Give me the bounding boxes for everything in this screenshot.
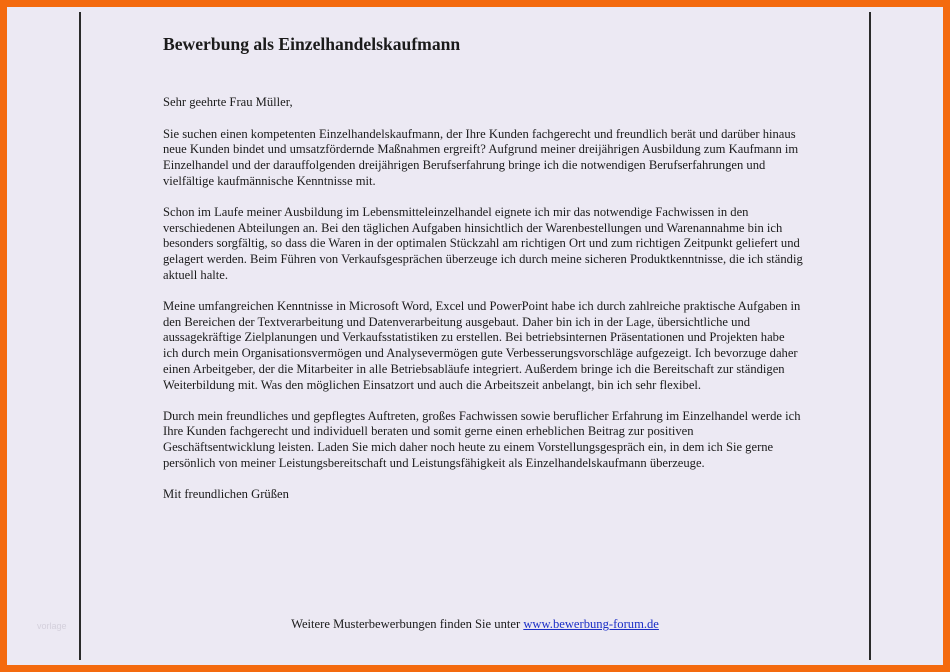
closing: Mit freundlichen Grüßen (163, 487, 289, 502)
paragraph-intro: Sie suchen einen kompetenten Einzelhandelskaufmann, der Ihre Kunden fachgerecht und freundlich berät und darüber hinaus neue Kunden bindet und umsatzfördernde Maßnahmen ergreift? Aufgrund meiner dreijährigen Ausbildung zum Kaufmann im Einzelhandel und der darauffolgenden dreijährigen Berufserfahrung bringe ich die notwendigen Berufserfahrungen und vielfältige kaufmännische Kenntnisse mit. (163, 126, 799, 188)
footer (7, 617, 943, 632)
page-title: Bewerbung als Einzelhandelskaufmann (163, 34, 461, 54)
paragraph-skills: Meine umfangreichen Kenntnisse in Microsoft Word, Excel und PowerPoint habe ich durch zahlreiche praktische Aufgaben in den Bereichen der Textverarbeitung und Datenverarbeitung ausgebaut. Daher bin ich in der Lage, übersichtliche und aussagekräftige Zielplanungen und Verkaufsstatistiken zu erstellen. Bei betriebsinternen Präsentationen und Projekten habe ich durch mein Organisationsvermögen und Analysevermögen gute Verbesserungsvorschläge aufgezeigt. Ich bevorzuge daher einen Arbeitgeber, der die Mitarbeiter in alle Betriebsabläufe integriert. Außerdem bringe ich die Bereitschaft zur ständigen Weiterbildung mit. Was den möglichen Einsatzort und auch die Arbeitszeit anbelangt, bin ich sehr flexibel. (163, 299, 801, 392)
right-margin-rule (869, 12, 871, 660)
letter-body (163, 33, 803, 503)
paragraph-conclusion: Durch mein freundliches und gepflegtes Auftreten, großes Fachwissen sowie beruflicher Erfahrung im Einzelhandel werde ich Ihre Kunden fachgerecht und individuell beraten und somit gerne einen erheblichen Beitrag zur positiven Geschäftsentwicklung leisten. Laden Sie mich daher noch heute zu einem Vorstellungsgespräch ein, in dem ich Sie gerne persönlich von meiner Leistungsbereitschaft und Leistungsfähigkeit als Einzelhandelskaufmann überzeuge. (163, 408, 801, 470)
footer-link[interactable]: www.bewerbung-forum.de (523, 617, 659, 631)
salutation: Sehr geehrte Frau Müller, (163, 95, 293, 109)
footer-text: Weitere Musterbewerbungen finden Sie unter (291, 617, 521, 631)
paragraph-training: Schon im Laufe meiner Ausbildung im Lebensmitteleinzelhandel eignete ich mir das notwendige Fachwissen in den verschiedenen Abteilungen an. Bei den täglichen Aufgaben hinsichtlich der Warenbestellungen und Warenannahme bin ich besonders sorgfältig, so dass die Waren in der optimalen Stückzahl am richtigen Ort und zum richtigen Zeitpunkt geliefert und gelagert werden. Beim Führen von Verkaufsgesprächen überzeuge ich durch meine sicheren Produktkenntnisse, die ich ständig aktuell halte. (163, 205, 803, 282)
left-margin-rule (79, 12, 81, 660)
watermark: vorlage (37, 621, 67, 631)
letter-page (7, 7, 943, 665)
